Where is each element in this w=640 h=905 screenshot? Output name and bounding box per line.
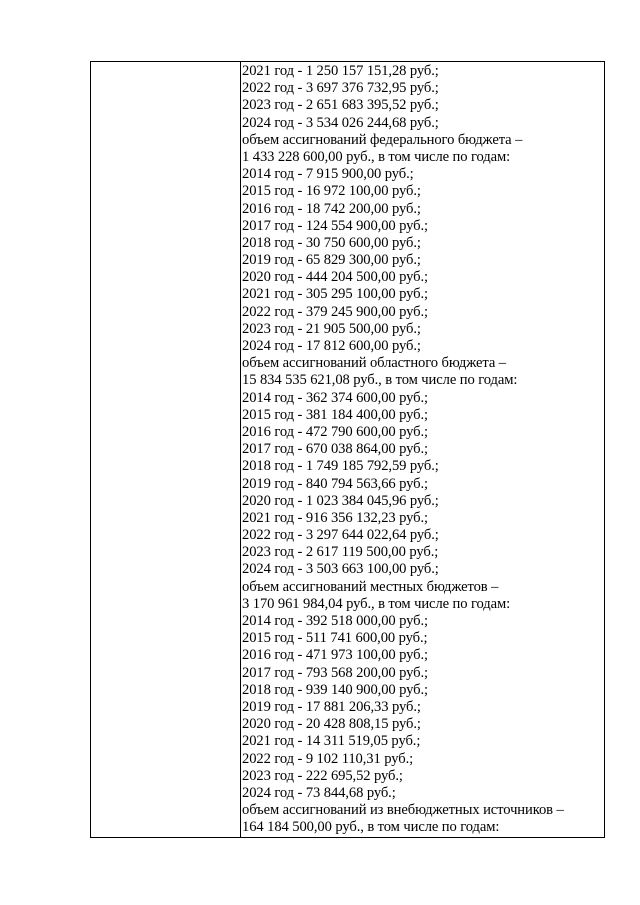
text-line: 2023 год - 2 651 683 395,52 руб.; — [242, 97, 439, 114]
text-line: объем ассигнований федерального бюджета – — [242, 131, 523, 148]
text-line: объем ассигнований областного бюджета – — [242, 355, 506, 372]
text-line: 2022 год - 9 102 110,31 руб.; — [242, 750, 414, 767]
table-left-cell — [91, 62, 240, 837]
table-right-cell — [242, 63, 602, 836]
text-line: 2020 год - 20 428 808,15 руб.; — [242, 716, 421, 733]
funding-table — [90, 61, 605, 838]
text-line: 164 184 500,00 руб., в том числе по годам: — [242, 819, 500, 836]
text-line: 2022 год - 3 297 644 022,64 руб.; — [242, 527, 439, 544]
text-line: 2023 год - 2 617 119 500,00 руб.; — [242, 544, 439, 561]
text-line: 2018 год - 939 140 900,00 руб.; — [242, 681, 429, 698]
text-line: 2024 год - 3 503 663 100,00 руб.; — [242, 561, 439, 578]
text-line: 2015 год - 381 184 400,00 руб.; — [242, 406, 429, 423]
text-line: 2020 год - 1 023 384 045,96 руб.; — [242, 492, 439, 509]
text-line: объем ассигнований местных бюджетов – — [242, 578, 499, 595]
text-line: 2024 год - 17 812 600,00 руб.; — [242, 338, 421, 354]
text-line: 2019 год - 840 794 563,66 руб.; — [242, 475, 429, 492]
text-line: 2017 год - 124 554 900,00 руб.; — [242, 217, 429, 234]
column-divider — [240, 62, 241, 837]
text-line: 2017 год - 670 038 864,00 руб.; — [242, 441, 429, 458]
text-line: 2015 год - 511 741 600,00 руб.; — [242, 630, 428, 647]
text-line: 2020 год - 444 204 500,00 руб.; — [242, 269, 429, 286]
text-line: 2019 год - 17 881 206,33 руб.; — [242, 698, 421, 715]
text-line: 2015 год - 16 972 100,00 руб.; — [242, 183, 421, 200]
text-line: 2018 год - 1 749 185 792,59 руб.; — [242, 458, 439, 475]
text-line: объем ассигнований из внебюджетных источников – — [242, 802, 564, 819]
text-line: 2018 год - 30 750 600,00 руб.; — [242, 234, 421, 251]
text-line: 2016 год - 18 742 200,00 руб.; — [242, 200, 421, 217]
text-line: 2023 год - 222 695,52 руб.; — [242, 767, 403, 784]
text-line: 2024 год - 3 534 026 244,68 руб.; — [242, 114, 439, 131]
text-line: 2022 год - 379 245 900,00 руб.; — [242, 303, 429, 320]
text-line: 2017 год - 793 568 200,00 руб.; — [242, 664, 429, 681]
text-line: 2021 год - 14 311 519,05 руб.; — [242, 733, 421, 750]
text-line: 2023 год - 21 905 500,00 руб.; — [242, 320, 421, 337]
text-line: 2016 год - 472 790 600,00 руб.; — [242, 423, 429, 440]
text-line: 2021 год - 916 356 132,23 руб.; — [242, 509, 429, 526]
text-line: 2021 год - 1 250 157 151,28 руб.; — [242, 63, 439, 79]
text-line: 2014 год - 362 374 600,00 руб.; — [242, 389, 429, 406]
text-line: 2019 год - 65 829 300,00 руб.; — [242, 252, 421, 269]
text-line: 1 433 228 600,00 руб., в том числе по годам: — [242, 148, 511, 165]
text-line: 3 170 961 984,04 руб., в том числе по годам: — [242, 595, 511, 612]
text-line: 2022 год - 3 697 376 732,95 руб.; — [242, 80, 439, 97]
text-line: 2014 год - 7 915 900,00 руб.; — [242, 166, 414, 183]
text-line: 15 834 535 621,08 руб., в том числе по годам: — [242, 372, 518, 389]
text-line: 2024 год - 73 844,68 руб.; — [242, 784, 396, 801]
text-line: 2014 год - 392 518 000,00 руб.; — [242, 613, 429, 629]
text-line: 2016 год - 471 973 100,00 руб.; — [242, 647, 429, 664]
text-line: 2021 год - 305 295 100,00 руб.; — [242, 286, 429, 303]
